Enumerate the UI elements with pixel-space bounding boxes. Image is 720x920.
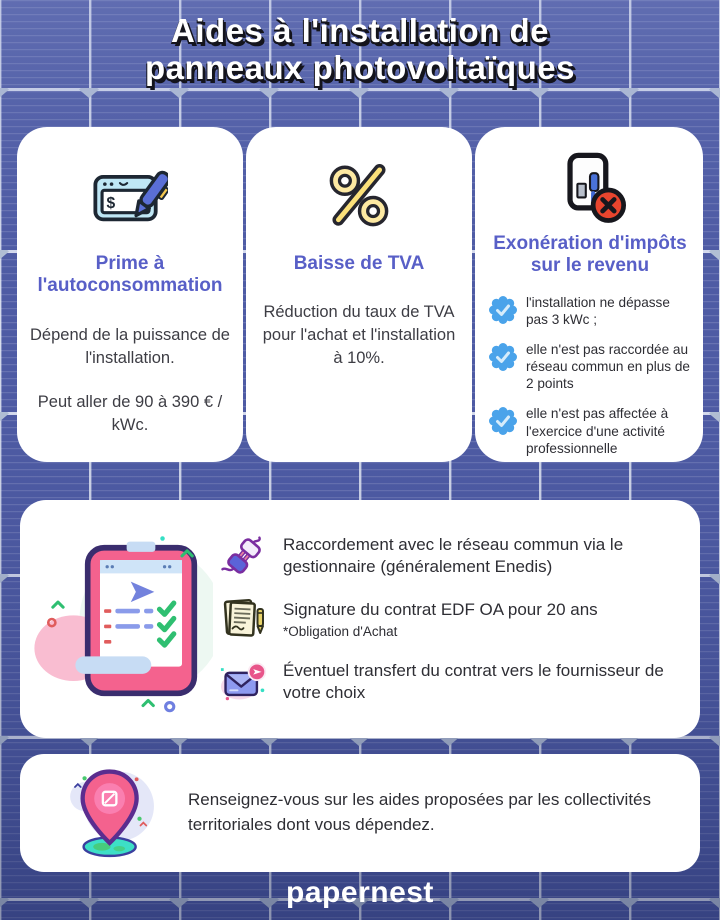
check-payment-icon (92, 151, 168, 243)
local-aid-card (20, 754, 700, 872)
percent-icon (320, 151, 398, 243)
envelope-icon (220, 658, 268, 706)
contract-icon (220, 595, 268, 643)
page-title (0, 13, 720, 87)
card-prime-autoconsommation (17, 127, 243, 462)
step-item (220, 532, 678, 580)
benefit-body (258, 301, 460, 369)
condition-text: elle n'est pas raccordée au réseau commun en plus de 2 points (526, 342, 690, 392)
plug-icon (220, 532, 268, 580)
benefit-title: Baisse de TVA (293, 253, 425, 274)
page-title-line1: Aides à l'installation de (171, 12, 549, 49)
step-text-block (283, 599, 598, 638)
badge-check-icon (489, 343, 517, 371)
step-text: Signature du contrat EDF OA pour 20 ans (283, 600, 598, 620)
benefit-title: Prime à l'autoconsommation (37, 253, 223, 297)
papernest-logo: papernest (286, 876, 434, 909)
benefit-paragraph: Peut aller de 90 à 390 € / kWc. (37, 393, 223, 435)
step-text: Raccordement avec le réseau commun via le gestionnaire (généralement Enedis) (283, 534, 624, 576)
steps-card (20, 500, 700, 738)
condition-item (489, 405, 691, 456)
conditions-list (489, 294, 691, 457)
svg-text:$: $ (106, 195, 116, 213)
step-item (220, 595, 678, 643)
condition-text: l'installation ne dépasse pas 3 kWc ; (526, 294, 670, 327)
step-item (220, 658, 678, 706)
local-aid-text: Renseignez-vous sur les aides proposées par les collectivités territoriales dont vous dépendez. (188, 790, 652, 834)
benefit-title: Exonération d'impôts sur le revenu (493, 233, 687, 277)
benefit-paragraph: Réduction du taux de TVA pour l'achat et l'installation à 10%. (262, 303, 456, 367)
card-baisse-tva (246, 127, 472, 462)
step-text: Éventuel transfert du contrat vers le fournisseur de votre choix (283, 660, 664, 702)
step-note: *Obligation d'Achat (283, 623, 398, 639)
condition-item (489, 294, 691, 328)
badge-check-icon (489, 296, 517, 324)
benefit-cards-row (17, 127, 703, 462)
benefit-paragraph: Dépend de la puissance de l'installation. (30, 325, 230, 367)
checklist-tablet-illustration (20, 514, 220, 724)
steps-list (220, 532, 700, 706)
tax-exemption-icon (549, 151, 631, 227)
benefit-body (29, 324, 231, 437)
condition-item (489, 341, 691, 392)
condition-text: elle n'est pas affectée à l'exercice d'une activité professionnelle (526, 406, 669, 456)
map-pin-illustration (38, 758, 188, 868)
badge-check-icon (489, 407, 517, 435)
page-title-line2: panneaux photovoltaïques (144, 48, 576, 86)
card-exoneration-impots (475, 127, 703, 462)
